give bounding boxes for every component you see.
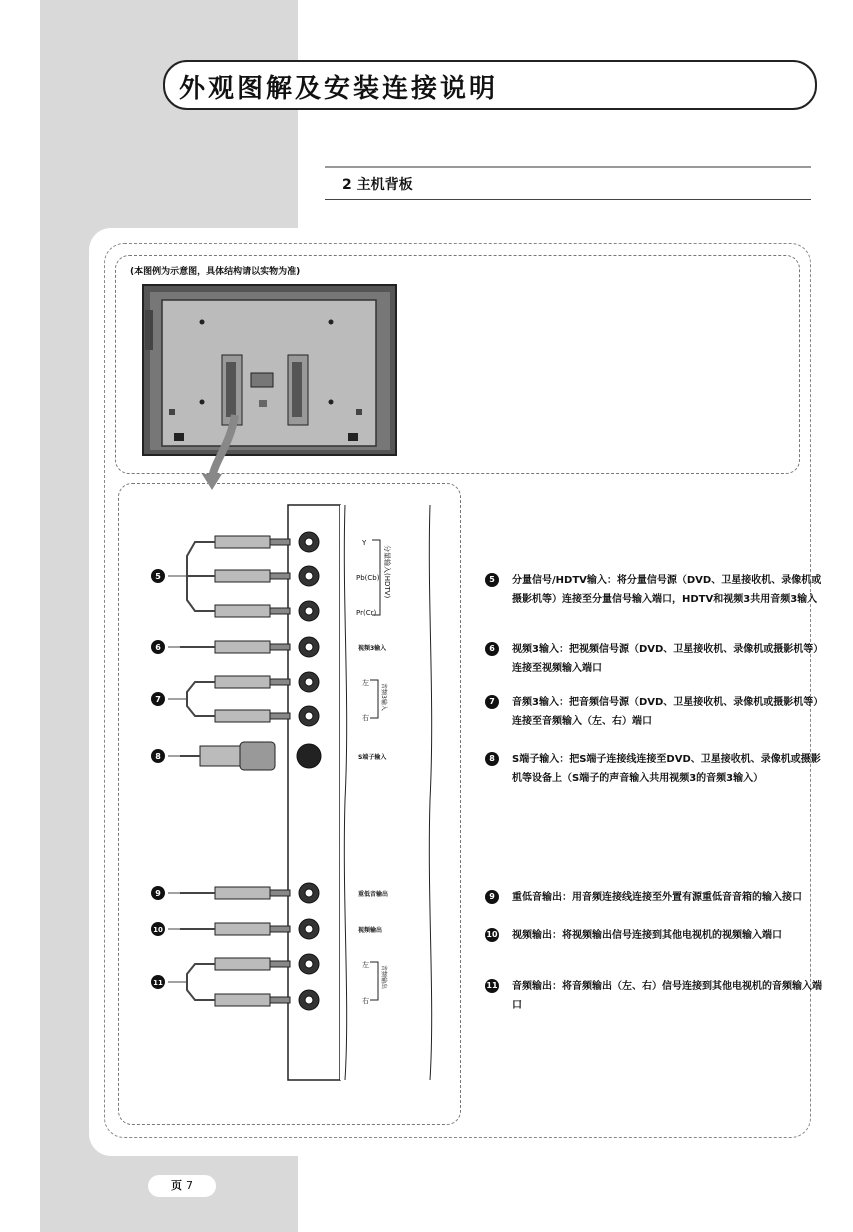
tv-rear-illustration bbox=[143, 285, 396, 490]
callout-markers bbox=[151, 569, 165, 989]
page-number-badge bbox=[148, 1175, 216, 1197]
callout-5: 5 bbox=[155, 572, 161, 581]
desc-8-text: S端子输入：把S端子连接线连接至DVD、卫星接收机、录像机或摄影机等设备上（S端子的声音输入共用视频3的音频3输入） bbox=[512, 754, 821, 784]
callout-7: 7 bbox=[155, 695, 161, 704]
desc-7-text: 音频3输入：把音频信号源（DVD、卫星接收机、录像机或摄影机等）连接至音频输入（左、右）端口 bbox=[512, 697, 819, 727]
callout-lines bbox=[168, 576, 187, 982]
label-audio-right: 右 bbox=[362, 714, 369, 722]
desc-7-number: 7 bbox=[485, 695, 499, 709]
callout-9: 9 bbox=[155, 889, 161, 898]
label-audio-out-group: 音频输出 bbox=[380, 965, 387, 990]
label-video-out: 视频输出 bbox=[358, 927, 383, 934]
label-s-video: S端子输入 bbox=[358, 754, 387, 761]
label-pr: Pr(Cr) bbox=[356, 609, 377, 617]
label-subwoofer-out: 重低音输出 bbox=[358, 891, 389, 898]
page-number: 7 bbox=[186, 1179, 193, 1192]
desc-11-text: 音频输出：将音频输出（左、右）信号连接到其他电视机的音频输入端口 bbox=[512, 981, 822, 1011]
desc-10-number: 10 bbox=[485, 928, 499, 942]
desc-5-text: 分量信号/HDTV输入：将分量信号源（DVD、卫星接收机、录像机或摄影机等）连接至分量信号输入端口，HDTV和视频3共用音频3输入 bbox=[512, 575, 822, 605]
figure-note: (本图例为示意图，具体结构请以实物为准) bbox=[130, 267, 301, 277]
callout-10: 10 bbox=[153, 926, 163, 934]
down-arrow-icon bbox=[202, 474, 222, 490]
callout-6: 6 bbox=[155, 643, 161, 652]
desc-10-text: 视频输出：将视频输出信号连接到其他电视机的视频输入端口 bbox=[512, 930, 782, 941]
label-audio-out-left: 左 bbox=[362, 961, 369, 969]
desc-9-number: 9 bbox=[485, 890, 499, 904]
label-pb: Pb(Cb) bbox=[356, 574, 380, 582]
desc-11-number: 11 bbox=[485, 979, 499, 993]
desc-6-number: 6 bbox=[485, 642, 499, 656]
cable-wires bbox=[180, 542, 215, 1000]
label-audio-out-right: 右 bbox=[362, 997, 369, 1005]
label-component-group: 分量输入(HDTV) bbox=[383, 545, 391, 599]
desc-6-text: 视频3输入：把视频信号源（DVD、卫星接收机、录像机或摄影机等）连接至视频输入端口 bbox=[512, 644, 819, 674]
callout-8: 8 bbox=[155, 752, 161, 761]
callout-11: 11 bbox=[153, 979, 163, 987]
cables bbox=[200, 536, 290, 1006]
desc-8-number: 8 bbox=[485, 752, 499, 766]
label-audio-left: 左 bbox=[362, 679, 369, 687]
section-title: 2 主机背板 bbox=[342, 177, 413, 193]
label-y: Y bbox=[362, 539, 367, 547]
desc-5-number: 5 bbox=[485, 573, 499, 587]
desc-9-text: 重低音输出：用音频连接线连接至外置有源重低音音箱的输入接口 bbox=[512, 892, 802, 903]
label-audio-in-group: 音频3输入 bbox=[380, 683, 387, 711]
page-title: 外观图解及安装连接说明 bbox=[179, 74, 499, 104]
label-video-in: 视频3输入 bbox=[358, 645, 387, 652]
page-label: 页 bbox=[171, 1179, 182, 1192]
